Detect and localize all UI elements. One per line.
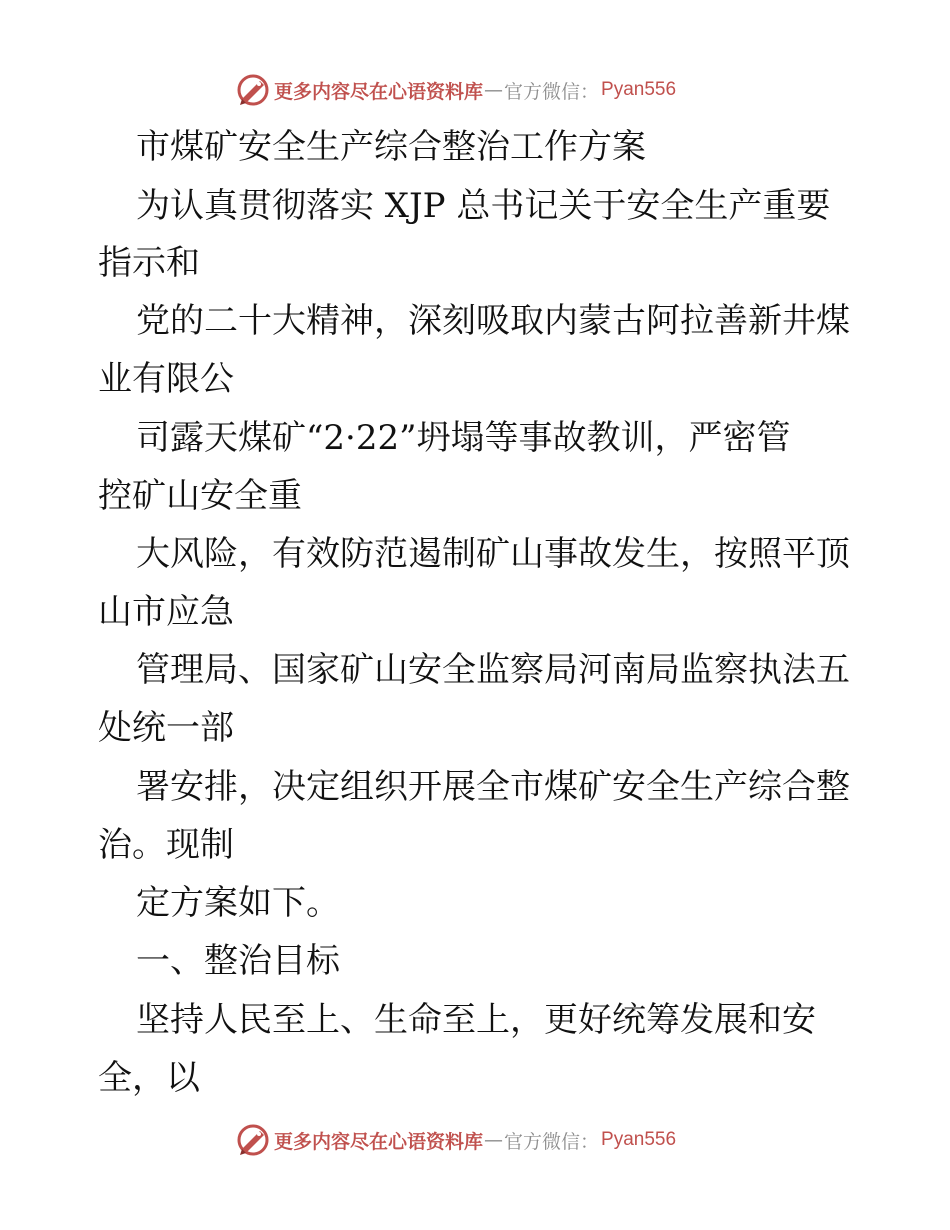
paragraph-line: 党的二十大精神，深刻吸取内蒙古阿拉善新井煤 [136,301,850,341]
paragraph-line: 司露天煤矿“2·22”坍塌等事故教训，严密管 [136,418,791,458]
paragraph-line: 控矿山安全重 [98,476,302,516]
paragraph-line: 大风险，有效防范遏制矿山事故发生，按照平顶 [136,534,850,574]
header-banner-wechat-id: Pyan556 [601,79,677,100]
paragraph-line: 管理局、国家矿山安全监察局河南局监察执法五 [136,650,850,690]
paragraph-line: 治。现制 [98,825,234,865]
footer-banner [236,1123,676,1157]
footer-banner-wechat-id: Pyan556 [601,1129,677,1150]
section-heading: 一、整治目标 [136,941,340,981]
header-banner-label: 官方微信： [504,80,600,103]
header-banner-dash: — [484,79,504,101]
paragraph-line: 业有限公 [98,359,234,399]
paragraph-line: 指示和 [98,243,200,283]
header-banner [236,73,676,107]
pen-logo-icon [236,73,270,107]
paragraph-line: 定方案如下。 [136,883,340,923]
paragraph-line: 为认真贯彻落实 XJP 总书记关于安全生产重要 [136,186,831,226]
paragraph-line: 山市应急 [98,592,234,632]
footer-banner-dash: — [484,1129,504,1151]
footer-banner-label: 官方微信： [504,1130,600,1153]
paragraph-line: 全，以 [98,1058,200,1098]
paragraph-line: 坚持人民至上、生命至上，更好统筹发展和安 [136,1000,816,1040]
paragraph-line: 处统一部 [98,708,234,748]
document-title: 市煤矿安全生产综合整治工作方案 [136,127,646,167]
header-banner-title: 更多内容尽在心语资料库 [274,80,484,103]
pen-logo-icon [236,1123,270,1157]
paragraph-line: 署安排，决定组织开展全市煤矿安全生产综合整 [136,767,850,807]
footer-banner-title: 更多内容尽在心语资料库 [274,1130,484,1153]
